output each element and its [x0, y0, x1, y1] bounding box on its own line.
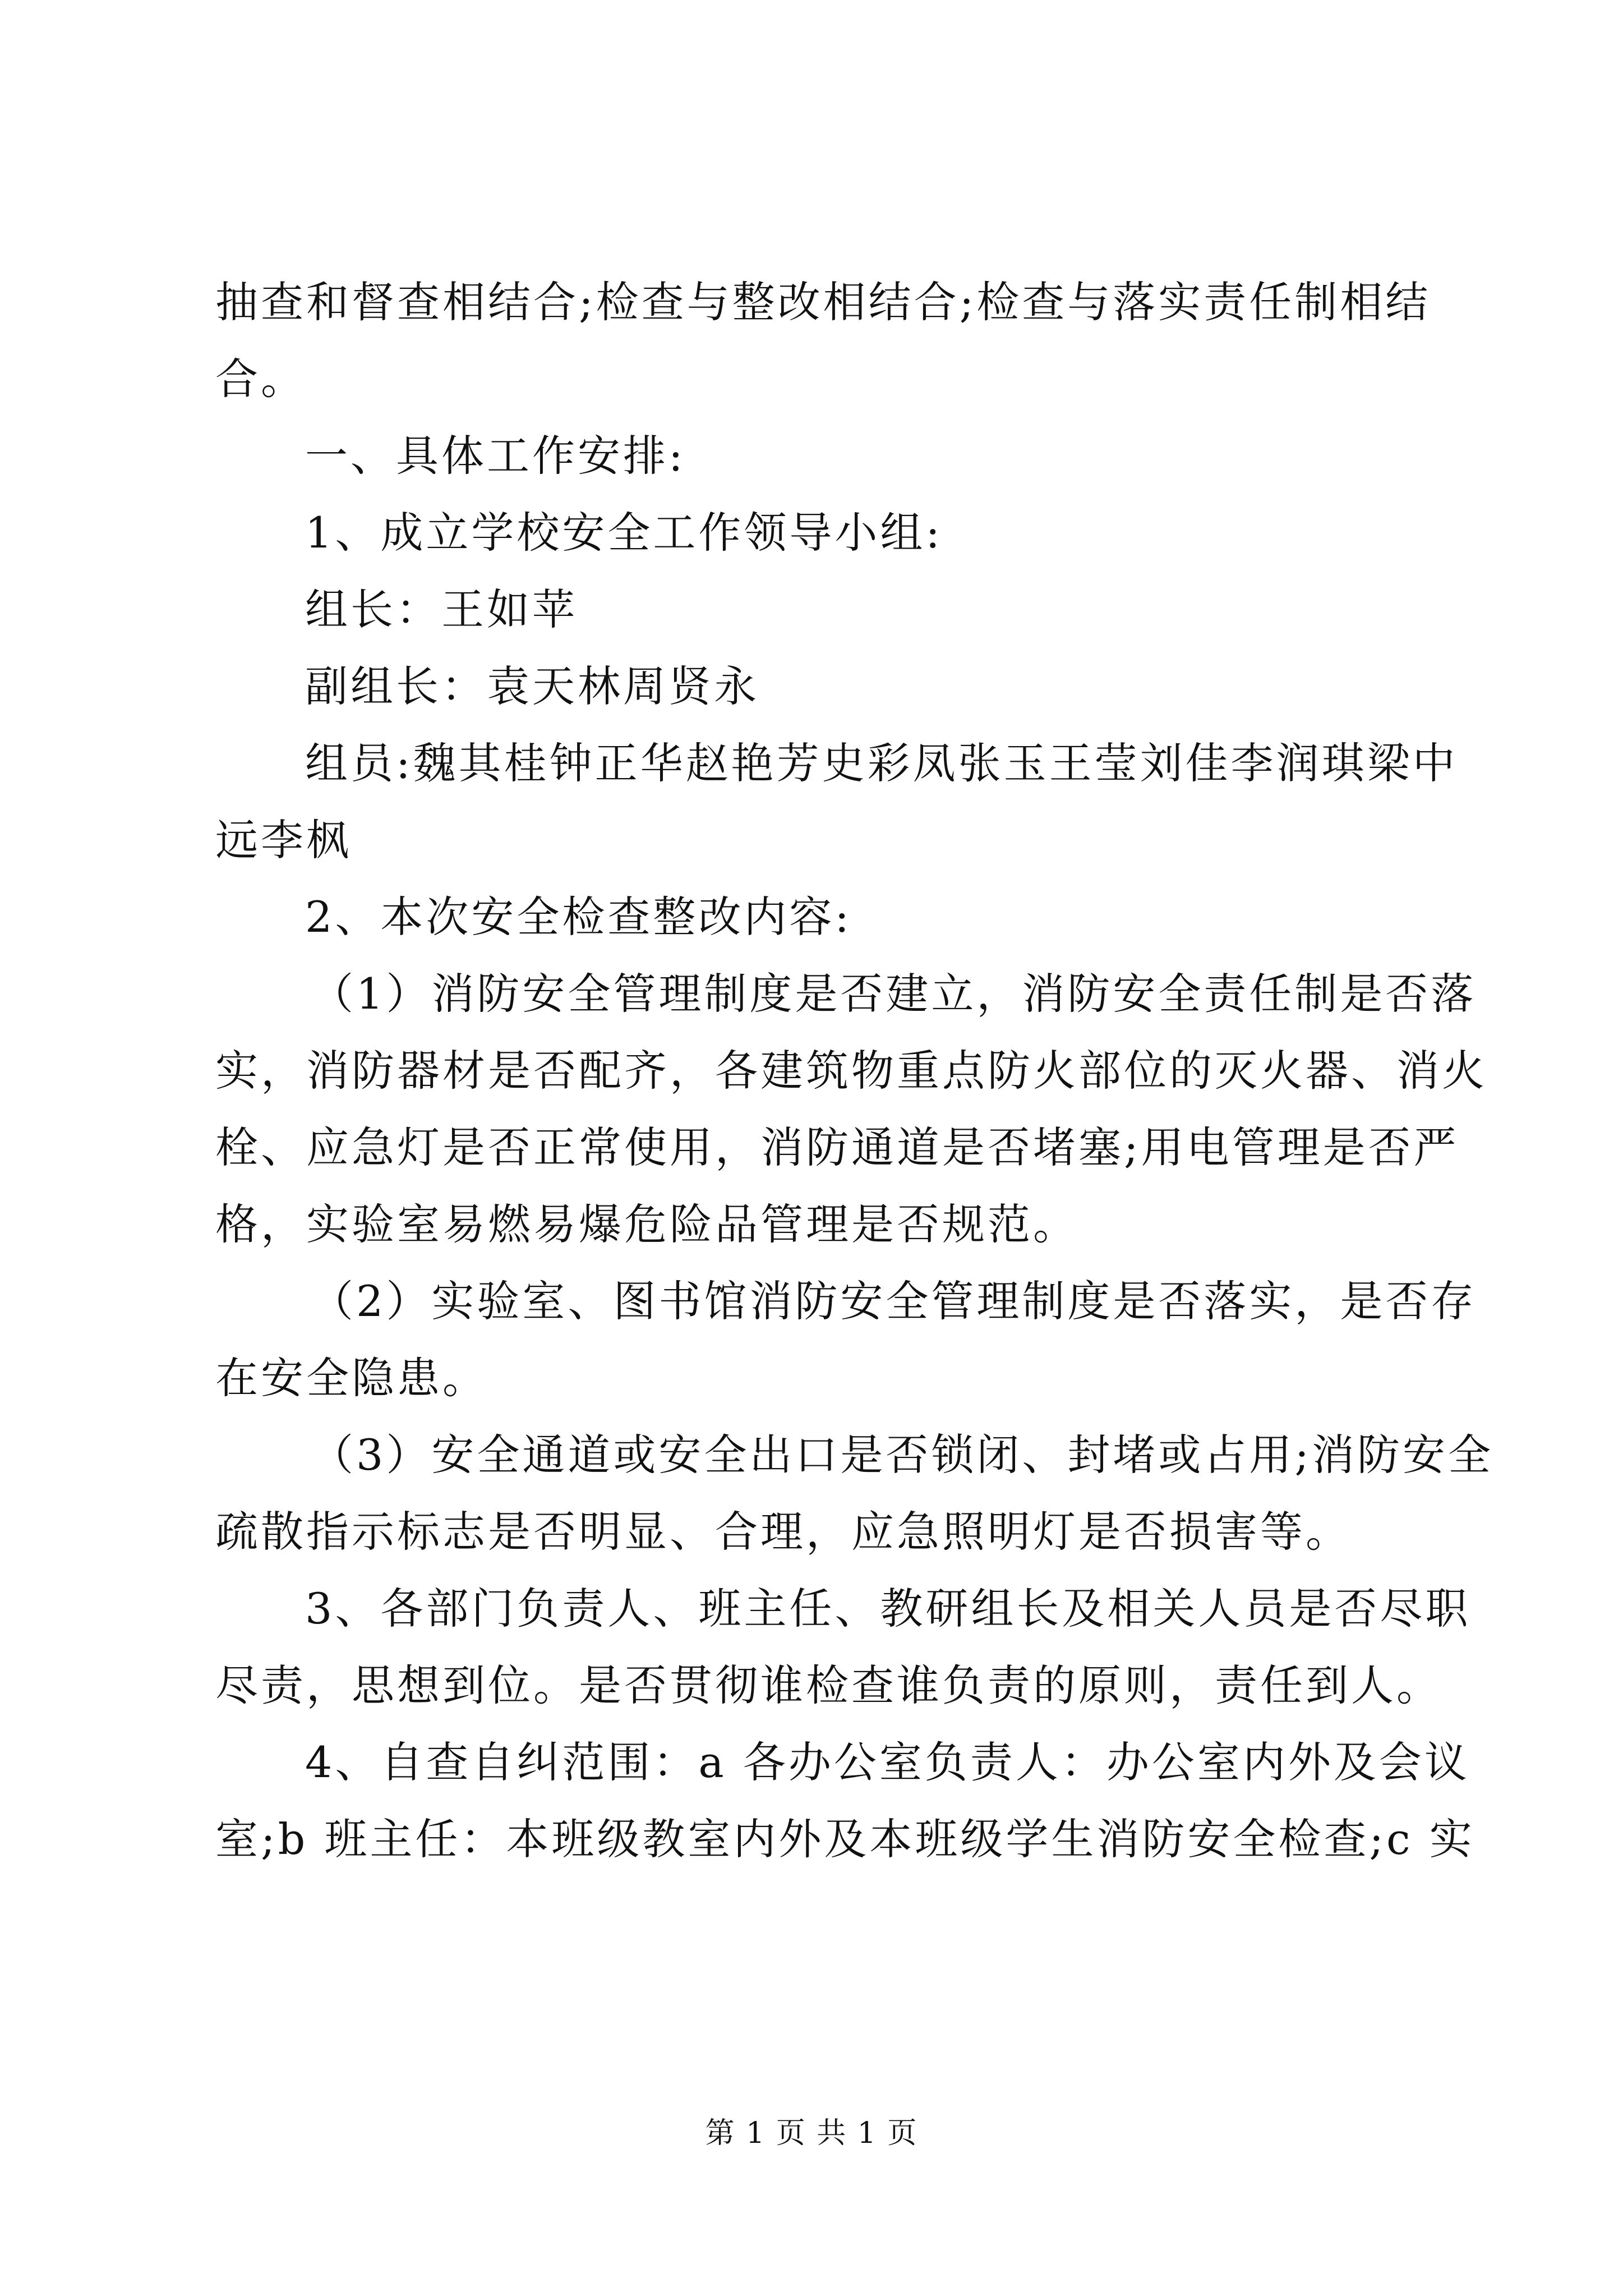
text-line: （1）消防安全管理制度是否建立，消防安全责任制是否落 — [311, 969, 1477, 1019]
text-line: 格，实验室易燃易爆危险品管理是否规范。 — [215, 1199, 1078, 1249]
text-line: （3）安全通道或安全出口是否锁闭、封堵或占用;消防安全 — [311, 1430, 1493, 1480]
text-line: 在安全隐患。 — [215, 1353, 488, 1403]
text-line: 副组长：袁天林周贤永 — [305, 661, 759, 711]
text-line: 抽查和督查相结合;检查与整改相结合;检查与落实责任制相结 — [215, 277, 1431, 327]
text-line: 栓、应急灯是否正常使用，消防通道是否堵塞;用电管理是否严 — [215, 1122, 1459, 1172]
page-footer: 第 1 页 共 1 页 — [705, 2116, 918, 2150]
text-line: （2）实验室、图书馆消防安全管理制度是否落实，是否存 — [311, 1276, 1477, 1326]
text-line: 尽责，思想到位。是否贯彻谁检查谁负责的原则，责任到人。 — [215, 1660, 1442, 1710]
text-line: 组员:魏其桂钟正华赵艳芳史彩凤张玉王莹刘佳李润琪梁中 — [305, 738, 1458, 788]
document-body — [215, 264, 1493, 1878]
text-line: 合。 — [215, 354, 306, 404]
text-line: 室;b 班主任：本班级教室内外及本班级学生消防安全检查;c 实 — [215, 1814, 1475, 1864]
section-heading: 一、具体工作安排: — [305, 431, 686, 481]
text-line: 2、本次安全检查整改内容: — [305, 892, 852, 942]
text-line: 远李枫 — [215, 815, 352, 865]
text-line: 组长：王如苹 — [305, 585, 578, 634]
text-line: 4、自查自纠范围：a 各办公室负责人：办公室内外及会议 — [305, 1737, 1470, 1787]
text-line: 实，消防器材是否配齐，各建筑物重点防火部位的灭火器、消火 — [215, 1046, 1487, 1096]
text-line: 3、各部门负责人、班主任、教研组长及相关人员是否尽职 — [305, 1584, 1471, 1634]
text-line: 1、成立学校安全工作领导小组: — [305, 508, 943, 558]
text-line: 疏散指示标志是否明显、合理，应急照明灯是否损害等。 — [215, 1507, 1351, 1557]
